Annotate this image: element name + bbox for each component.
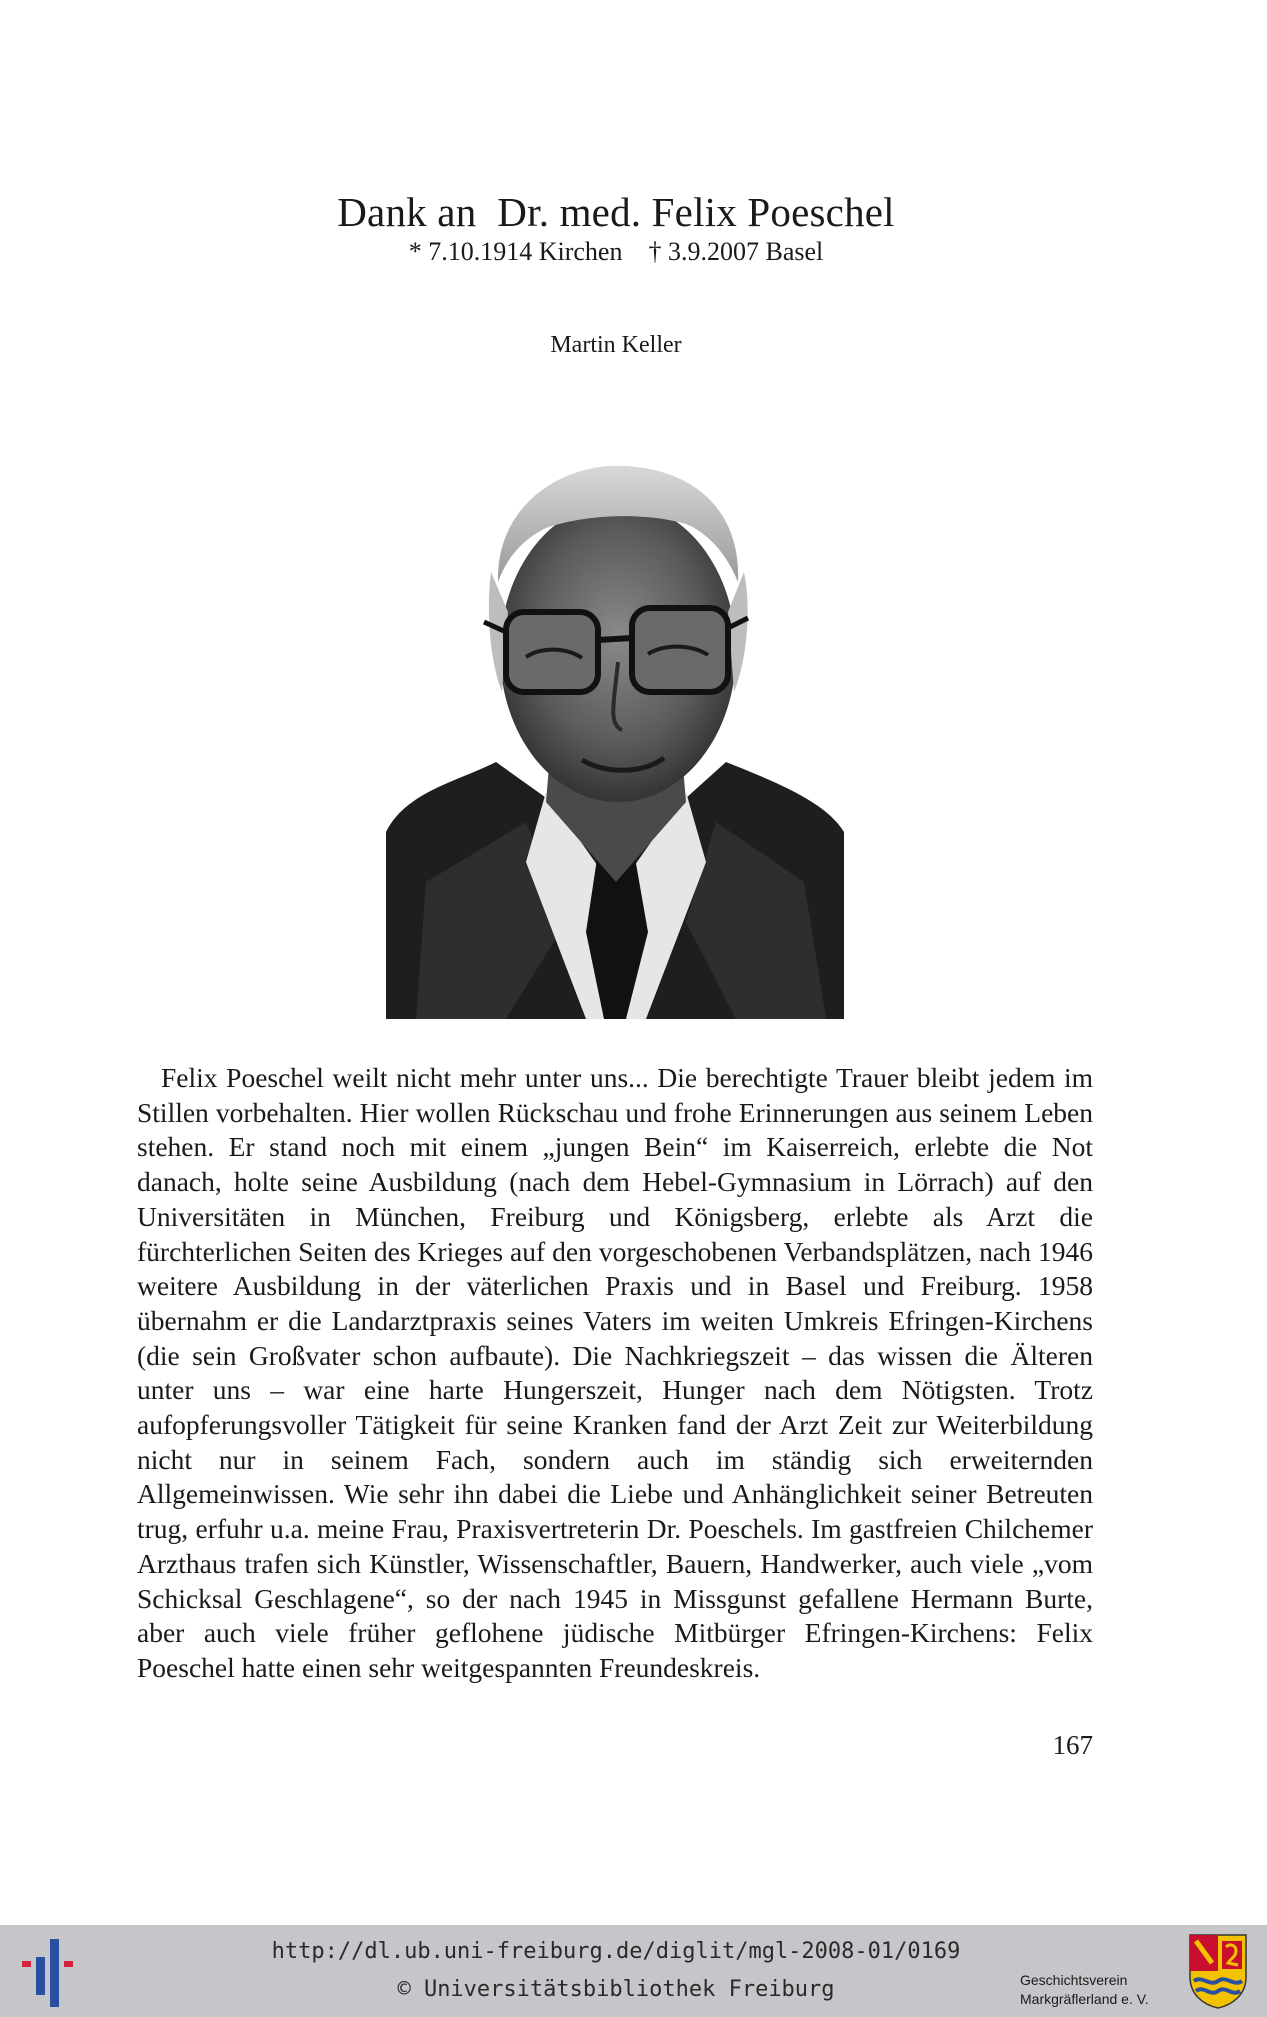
article-dates: * 7.10.1914 Kirchen † 3.9.2007 Basel: [408, 237, 824, 266]
portrait-photo: [386, 462, 844, 1019]
society-crest-icon[interactable]: [1188, 1933, 1248, 2009]
society-name-line1: Geschichtsverein: [1020, 1972, 1128, 1988]
body-paragraph: Felix Poeschel weilt nicht mehr unter uns... Die berechtigte Trauer bleibt jedem im Stillen vorbehalten. Hier wollen Rückschau und frohe Erinnerungen aus seinem Leben stehen. Er stand noch mit einem „jungen Bein“ im Kaiserreich, erlebte die Not danach, holte seine Ausbildung (nach dem Hebel-Gymnasium in Lörrach) auf den Universitäten in München, Freiburg und Königsberg, erlebte als Arzt die fürchterlichen Seiten des Krieges auf den vorgeschobenen Verbandsplätzen, nach 1946 weitere Ausbildung in der väterlichen Praxis und in Basel und Freiburg. 1958 übernahm er die Landarztpraxis seines Vaters im weiten Umkreis Efringen-Kirchens (die sein Großvater schon aufbaute). Die Nachkriegszeit – das wissen die Älteren unter uns – war eine harte Hungerszeit, Hunger nach dem Nötigsten. Trotz aufopferungsvoller Tätigkeit für seine Kranken fand der Arzt Zeit zur Weiterbildung nicht nur in seinem Fach, sondern auch im ständig sich erweiternden Allgemeinwissen. Wie sehr ihn dabei die Liebe und Anhänglichkeit seiner Betreuten trug, erfuhr u.a. meine Frau, Praxisvertreterin Dr. Poeschels. Im gastfreien Chilchemer Arzthaus trafen sich Künstler, Wissenschaftler, Bauern, Handwerker, auch viele „vom Schicksal Geschlagene“, so der nach 1945 in Missgunst gefallene Hermann Burte, aber auch viele früher geflohene jüdische Mitbürger Efringen-Kirchens: Felix Poeschel hatte einen sehr weitgespannten Freundeskreis.: [137, 1062, 1093, 1683]
article-body: [137, 1061, 1093, 1686]
society-name-line2: Markgräflerland e. V.: [1020, 1991, 1149, 2007]
document-url-link[interactable]: http://dl.ub.uni-freiburg.de/diglit/mgl-2008-01/0169: [271, 1939, 961, 1964]
article-author: Martin Keller: [550, 332, 682, 358]
copyright-notice: © Universitätsbibliothek Freiburg: [397, 1977, 835, 2002]
society-name: [1020, 1971, 1180, 2009]
article-title: Dank an Dr. med. Felix Poeschel: [337, 189, 895, 235]
page-number: 167: [1052, 1730, 1093, 1760]
footer-bar: [0, 1925, 1267, 2017]
